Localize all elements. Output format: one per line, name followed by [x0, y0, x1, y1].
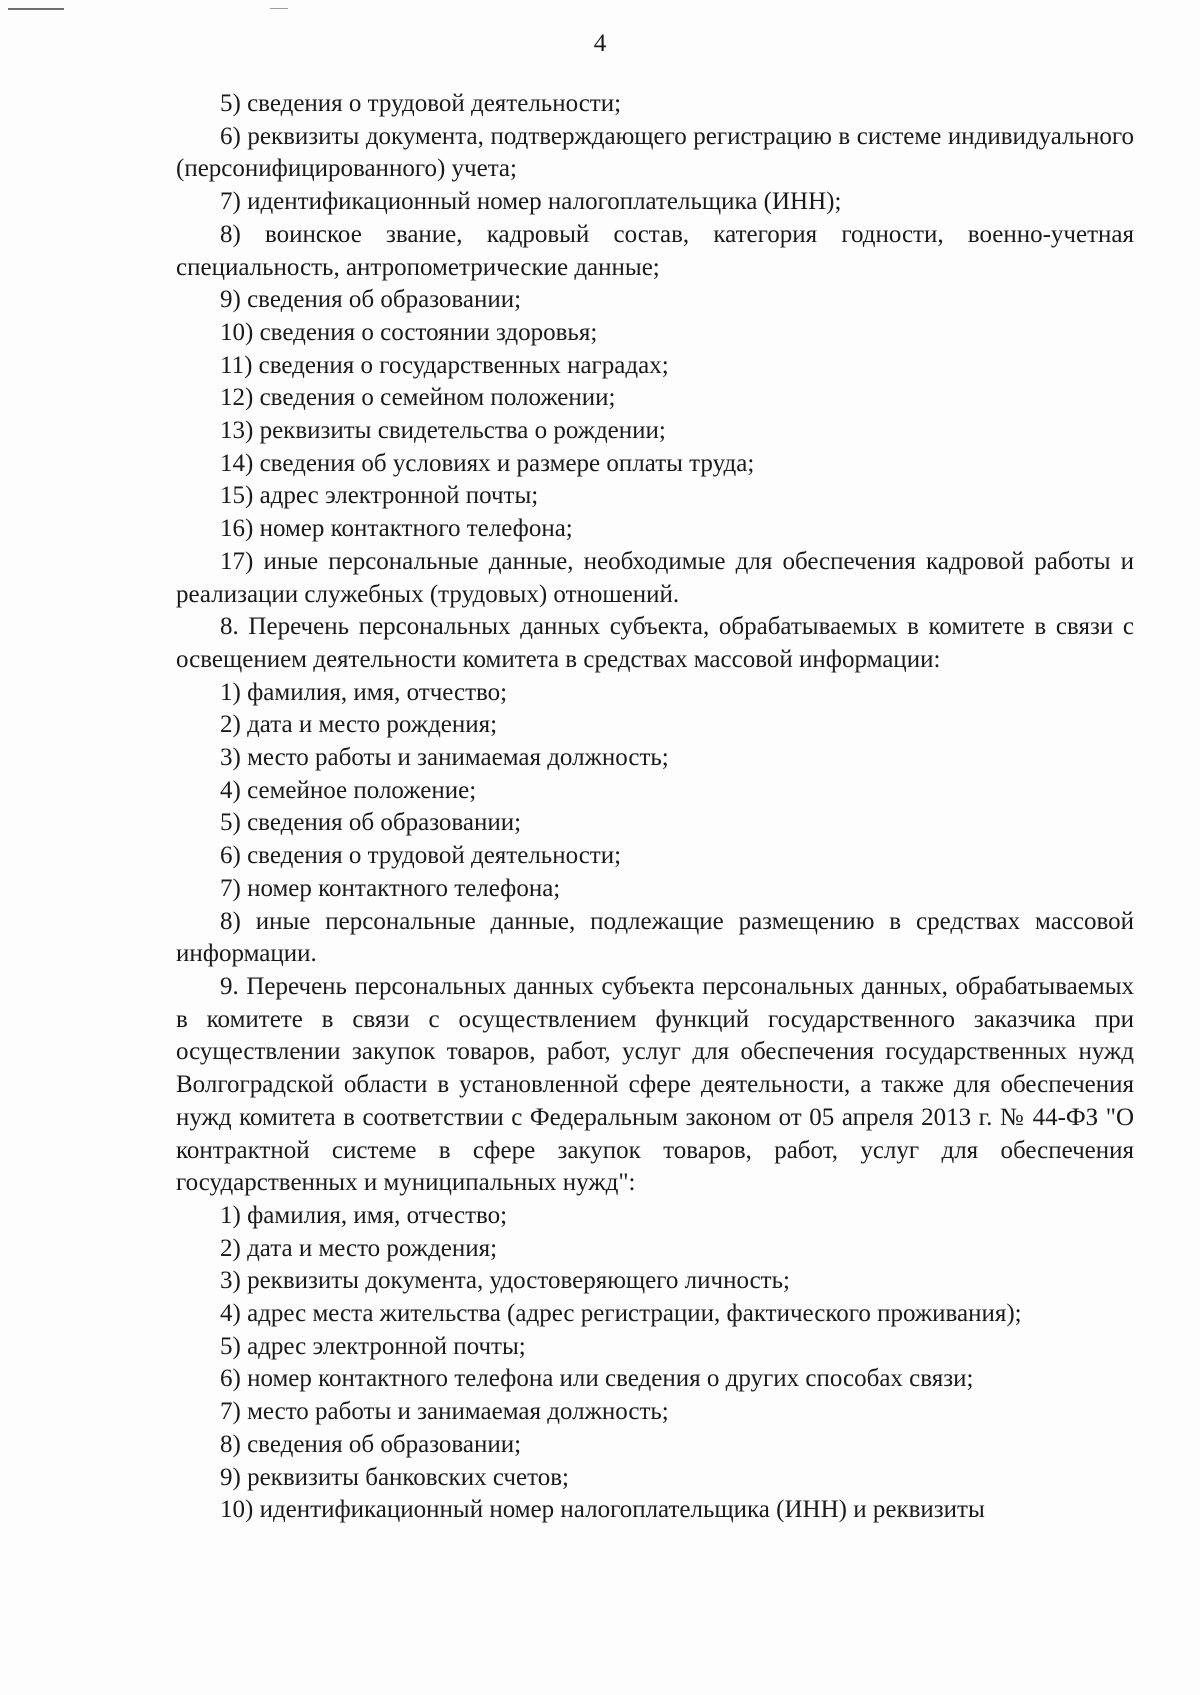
paragraph: 9) сведения об образовании;	[220, 286, 522, 314]
paragraph: 8. Перечень персональных данных субъекта, обрабатываемых в комитете в связи с освещением деятельности комитета в средствах массовой информации:	[176, 613, 1134, 673]
paragraph: 5) сведения о трудовой деятельности;	[220, 90, 622, 117]
paragraph: 8) воинское звание, кадровый состав, категория годности, военно-учетная специальность, антропометрические данные;	[176, 220, 1134, 281]
paragraph: 10) сведения о состоянии здоровья;	[220, 318, 598, 346]
paragraph: 2) дата и место рождения;	[220, 1234, 498, 1262]
paragraph: 11) сведения о государственных наградах;	[220, 351, 669, 379]
paragraph: 10) идентификационный номер налогоплательщика (ИНН) и реквизиты	[220, 1496, 985, 1524]
page-number: 4	[593, 30, 607, 57]
paragraph: 14) сведения об условиях и размере оплаты труда;	[220, 449, 755, 477]
scan-artifact-mark	[270, 8, 288, 9]
paragraph: 1) фамилия, имя, отчество;	[220, 1201, 508, 1229]
scan-artifact-mark	[8, 8, 64, 10]
paragraph: 15) адрес электронной почты;	[220, 482, 539, 510]
paragraph: 13) реквизиты свидетельства о рождении;	[220, 417, 666, 445]
paragraph: 4) семейное положение;	[220, 776, 477, 804]
paragraph: 1) фамилия, имя, отчество;	[220, 678, 508, 706]
paragraph: 6) номер контактного телефона или сведения о других способах связи;	[220, 1365, 974, 1393]
paragraph: 2) дата и место рождения;	[220, 711, 498, 739]
paragraph: 3) реквизиты документа, удостоверяющего личность;	[220, 1267, 790, 1295]
paragraph: 4) адрес места жительства (адрес регистрации, фактического проживания);	[220, 1300, 1022, 1328]
paragraph: 6) реквизиты документа, подтверждающего регистрацию в системе индивидуального (персонифицированного) учета;	[176, 122, 1134, 183]
paragraph: 12) сведения о семейном положении;	[220, 384, 616, 412]
paragraph: 8) сведения об образовании;	[220, 1430, 522, 1458]
paragraph: 17) иные персональные данные, необходимые для обеспечения кадровой работы и реализации служебных (трудовых) отношений.	[176, 547, 1134, 608]
paragraph: 9. Перечень персональных данных субъекта персональных данных, обрабатываемых в комитете в связи с осуществлением функций государственного заказчика при осуществлении закупок товаров, работ, услуг для обеспечения государственных нужд Волгоградской области в установленной сфере деятельности, а также для обеспечения нужд комитета в соответствии с Федеральным законом от 05 апреля 2013 г. № 44-ФЗ "О контрактной системе в сфере закупок товаров, работ, услуг для обеспечения государственных и муниципальных нужд":	[176, 972, 1134, 1197]
paragraph: 7) идентификационный номер налогоплательщика (ИНН);	[220, 188, 842, 216]
paragraph: 16) номер контактного телефона;	[220, 515, 573, 543]
paragraph: 3) место работы и занимаемая должность;	[220, 744, 669, 772]
paragraph: 5) адрес электронной почты;	[220, 1332, 526, 1360]
document-body	[176, 88, 1134, 1527]
paragraph: 6) сведения о трудовой деятельности;	[220, 842, 622, 870]
paragraph: 8) иные персональные данные, подлежащие размещению в средствах массовой информации.	[176, 907, 1134, 968]
paragraph: 7) место работы и занимаемая должность;	[220, 1398, 669, 1426]
paragraph: 5) сведения об образовании;	[220, 809, 522, 837]
paragraph: 9) реквизиты банковских счетов;	[220, 1463, 569, 1491]
paragraph: 7) номер контактного телефона;	[220, 874, 561, 902]
